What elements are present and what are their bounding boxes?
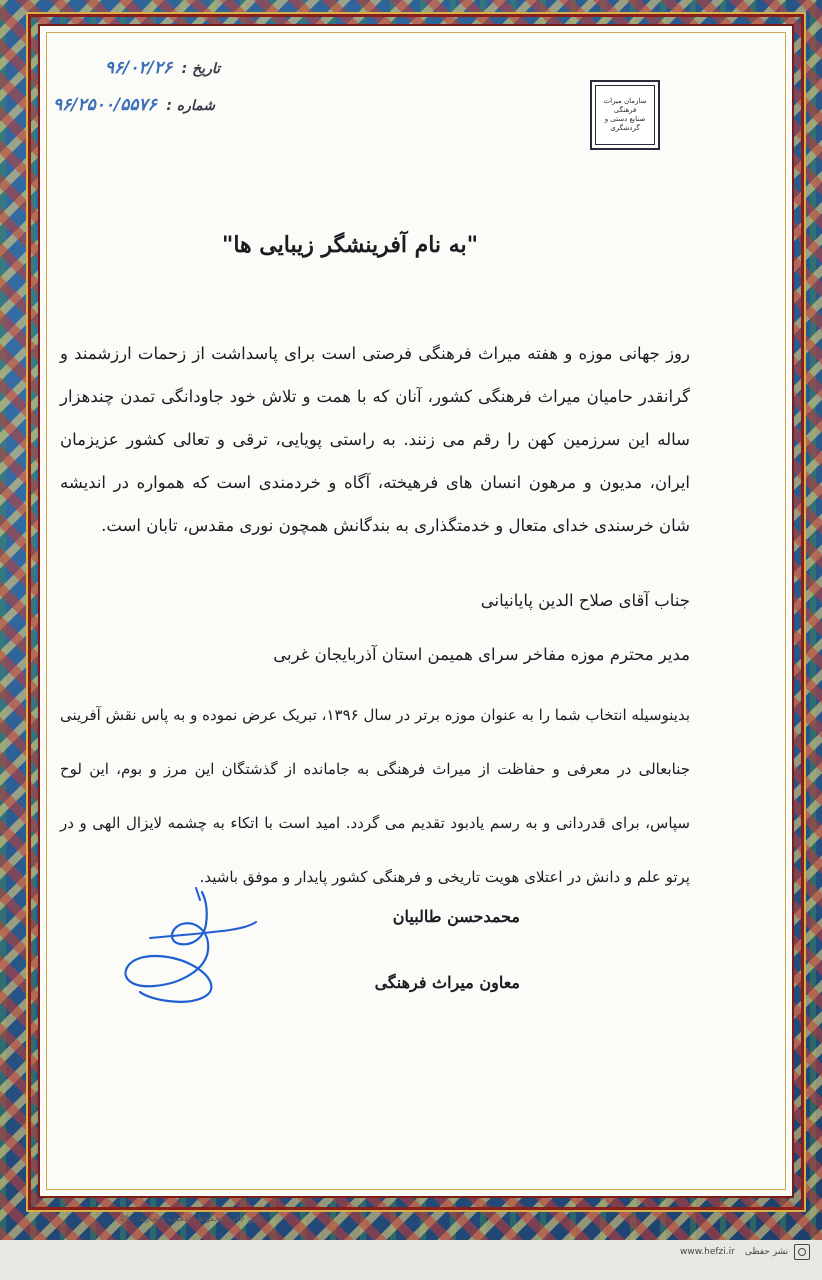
- dedication-paragraph: بدینوسیله انتخاب شما را به عنوان موزه برتر در سال ۱۳۹۶، تبریک عرض نموده و به پاس نقش آفرینی جنابعالی در معرفی و حفاظت از میراث فرهنگی به جامانده از گذشتگان این مرز و بوم، این لوح سپاس، برای قدردانی و به رسم یادبود تقدیم می گردد. امید است با اتکاء به چشمه لایزال الهی و در پرتو علم و دانش در اعتلای هویت تاریخی و فرهنگی کشور پایدار و موفق باشید.: [60, 706, 691, 886]
- handwritten-signature: [110, 880, 270, 1010]
- signer-block: [290, 902, 520, 998]
- body-paragraph: روز جهانی موزه و هفته میراث فرهنگی فرصتی است برای پاسداشت از زحمات ارزشمند و گرانقدر حامیان میراث فرهنگی کشور، آنان که با همت و تلاش خود جاودانگی تمدن چندهزار ساله این سرزمین کهن را رقم می زنند. به راستی پویایی، ترقی و تعالی کشور عزیزمان ایران، مدیون و مرهون انسان های فرهیخته، آگاه و خردمندی است که همواره در اندیشه شان خرسندی خدای متعال و خدمتگذاری به بندگانش همچون نوری مقدس، تابان است.: [60, 344, 690, 535]
- recipient-name: جناب آقای صلاح الدین پایانیانی: [480, 591, 690, 610]
- publisher-name: نشر حفظی: [744, 1247, 789, 1257]
- recipient-title: مدیر محترم موزه مفاخر سرای همیمن استان آذربایجان غربی: [273, 645, 690, 664]
- signer-name: محمدحسن طالبیان: [392, 907, 520, 926]
- publisher-url: www.hefzi.ir: [680, 1247, 735, 1257]
- logo-text: [595, 85, 655, 145]
- signer-role: معاون میراث فرهنگی: [374, 973, 520, 992]
- body-text: [60, 332, 690, 547]
- number-value: ۹۶/۲۵۰۰/۵۵۷۶: [53, 95, 157, 115]
- date-value: ۹۶/۰۲/۲۶: [104, 58, 173, 78]
- logo-line-2: صنایع دستی و گردشگری: [604, 115, 646, 132]
- copyright-note: حق چاپ محفوظ. تذهیب شماره: ۵۹۰: [120, 1214, 261, 1224]
- recipient-block: [60, 586, 690, 670]
- number-field: [50, 95, 215, 115]
- date-label: تاریخ :: [181, 61, 220, 77]
- invocation-heading: "به نام آفرینشگر زیبایی ها": [221, 232, 479, 258]
- logo-line-1: سازمان میراث فرهنگی: [603, 97, 647, 114]
- dedication-text: [60, 688, 690, 904]
- date-field: [60, 58, 220, 78]
- publisher-footer: [680, 1244, 810, 1260]
- publisher-logo-icon: [794, 1244, 810, 1260]
- number-label: شماره :: [166, 98, 215, 114]
- organization-logo: [590, 80, 660, 150]
